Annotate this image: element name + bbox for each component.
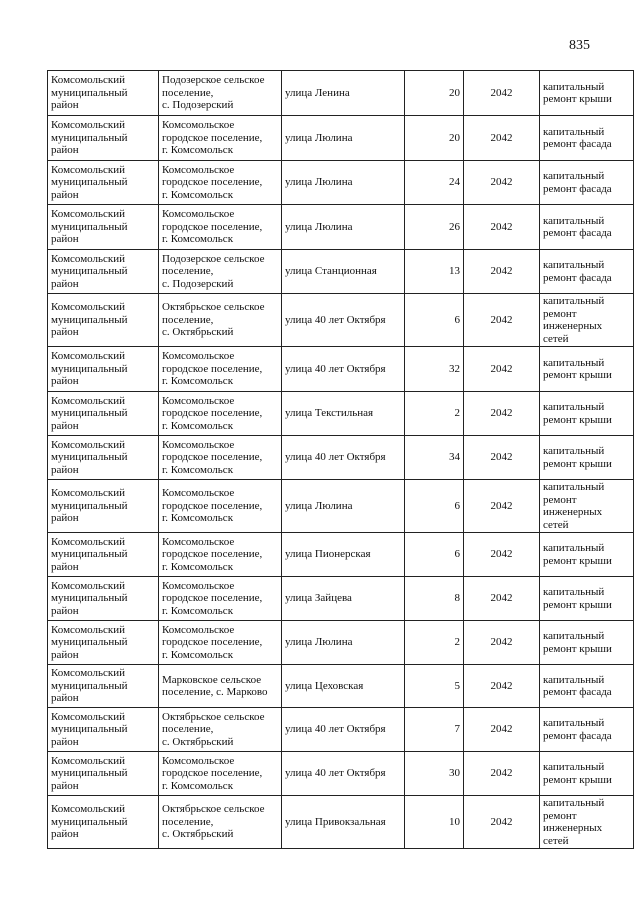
year-cell: 2042 [464,436,540,480]
settlement-cell: Комсомольское городское поселение, г. Комсомольск [159,161,282,205]
work-type-cell: капитальный ремонт фасада [540,161,634,205]
settlement-cell: Комсомольское городское поселение, г. Комсомольск [159,116,282,161]
year-cell: 2042 [464,480,540,533]
settlement-cell: Комсомольское городское поселение, г. Комсомольск [159,205,282,250]
page-number: 835 [569,38,590,53]
street-cell: улица Люлина [282,161,405,205]
table-row [48,71,634,116]
table-row [48,436,634,480]
settlement-cell: Комсомольское городское поселение, г. Комсомольск [159,752,282,796]
house-number-cell: 24 [405,161,464,205]
table-row [48,621,634,665]
settlement-cell: Комсомольское городское поселение, г. Комсомольск [159,577,282,621]
work-type-cell: капитальный ремонт крыши [540,392,634,436]
street-cell: улица 40 лет Октября [282,752,405,796]
settlement-cell: Комсомольское городское поселение, г. Комсомольск [159,480,282,533]
work-type-cell: капитальный ремонт фасада [540,116,634,161]
settlement-cell: Подозерское сельское поселение, с. Подозерский [159,71,282,116]
street-cell: улица Люлина [282,205,405,250]
year-cell: 2042 [464,116,540,161]
house-number-cell: 30 [405,752,464,796]
year-cell: 2042 [464,347,540,392]
house-number-cell: 34 [405,436,464,480]
year-cell: 2042 [464,250,540,294]
work-type-cell: капитальный ремонт фасада [540,250,634,294]
table-row [48,577,634,621]
work-type-cell: капитальный ремонт крыши [540,71,634,116]
year-cell: 2042 [464,161,540,205]
street-cell: улица Люлина [282,480,405,533]
table-row [48,294,634,347]
street-cell: улица Люлина [282,621,405,665]
table-row [48,665,634,708]
year-cell: 2042 [464,71,540,116]
district-cell: Комсомольский муниципальный район [48,71,159,116]
work-type-cell: капитальный ремонт инженерных сетей [540,796,634,849]
table-row [48,250,634,294]
settlement-cell: Комсомольское городское поселение, г. Комсомольск [159,533,282,577]
street-cell: улица Привокзальная [282,796,405,849]
district-cell: Комсомольский муниципальный район [48,161,159,205]
work-type-cell: капитальный ремонт фасада [540,708,634,752]
table-body [48,71,634,849]
district-cell: Комсомольский муниципальный район [48,752,159,796]
settlement-cell: Октябрьское сельское поселение, с. Октябрьский [159,796,282,849]
district-cell: Комсомольский муниципальный район [48,436,159,480]
district-cell: Комсомольский муниципальный район [48,294,159,347]
house-number-cell: 6 [405,294,464,347]
house-number-cell: 32 [405,347,464,392]
settlement-cell: Комсомольское городское поселение, г. Комсомольск [159,436,282,480]
table-row [48,205,634,250]
house-number-cell: 6 [405,533,464,577]
street-cell: улица Станционная [282,250,405,294]
settlement-cell: Подозерское сельское поселение, с. Подозерский [159,250,282,294]
house-number-cell: 2 [405,621,464,665]
street-cell: улица Люлина [282,116,405,161]
work-type-cell: капитальный ремонт инженерных сетей [540,480,634,533]
year-cell: 2042 [464,665,540,708]
street-cell: улица 40 лет Октября [282,347,405,392]
district-cell: Комсомольский муниципальный район [48,480,159,533]
house-number-cell: 6 [405,480,464,533]
year-cell: 2042 [464,294,540,347]
year-cell: 2042 [464,533,540,577]
work-type-cell: капитальный ремонт крыши [540,577,634,621]
repair-schedule-table [47,70,634,849]
work-type-cell: капитальный ремонт инженерных сетей [540,294,634,347]
work-type-cell: капитальный ремонт крыши [540,347,634,392]
settlement-cell: Октябрьское сельское поселение, с. Октябрьский [159,708,282,752]
year-cell: 2042 [464,708,540,752]
street-cell: улица Пионерская [282,533,405,577]
house-number-cell: 20 [405,116,464,161]
district-cell: Комсомольский муниципальный район [48,250,159,294]
street-cell: улица 40 лет Октября [282,294,405,347]
work-type-cell: капитальный ремонт крыши [540,533,634,577]
year-cell: 2042 [464,621,540,665]
house-number-cell: 8 [405,577,464,621]
street-cell: улица Ленина [282,71,405,116]
table-row [48,480,634,533]
district-cell: Комсомольский муниципальный район [48,665,159,708]
year-cell: 2042 [464,205,540,250]
year-cell: 2042 [464,577,540,621]
work-type-cell: капитальный ремонт крыши [540,752,634,796]
street-cell: улица 40 лет Октября [282,436,405,480]
settlement-cell: Комсомольское городское поселение, г. Комсомольск [159,392,282,436]
table-row [48,533,634,577]
district-cell: Комсомольский муниципальный район [48,796,159,849]
district-cell: Комсомольский муниципальный район [48,708,159,752]
house-number-cell: 7 [405,708,464,752]
house-number-cell: 2 [405,392,464,436]
district-cell: Комсомольский муниципальный район [48,347,159,392]
settlement-cell: Марковское сельское поселение, с. Марково [159,665,282,708]
settlement-cell: Комсомольское городское поселение, г. Комсомольск [159,347,282,392]
table-row [48,161,634,205]
district-cell: Комсомольский муниципальный район [48,116,159,161]
street-cell: улица Цеховская [282,665,405,708]
district-cell: Комсомольский муниципальный район [48,621,159,665]
house-number-cell: 13 [405,250,464,294]
table-row [48,752,634,796]
work-type-cell: капитальный ремонт фасада [540,665,634,708]
table-row [48,116,634,161]
house-number-cell: 5 [405,665,464,708]
house-number-cell: 26 [405,205,464,250]
house-number-cell: 10 [405,796,464,849]
district-cell: Комсомольский муниципальный район [48,392,159,436]
work-type-cell: капитальный ремонт фасада [540,205,634,250]
table-row [48,347,634,392]
table-row [48,796,634,849]
year-cell: 2042 [464,392,540,436]
settlement-cell: Комсомольское городское поселение, г. Комсомольск [159,621,282,665]
district-cell: Комсомольский муниципальный район [48,205,159,250]
district-cell: Комсомольский муниципальный район [48,533,159,577]
street-cell: улица Зайцева [282,577,405,621]
year-cell: 2042 [464,752,540,796]
table-row [48,392,634,436]
street-cell: улица 40 лет Октября [282,708,405,752]
work-type-cell: капитальный ремонт крыши [540,436,634,480]
year-cell: 2042 [464,796,540,849]
work-type-cell: капитальный ремонт крыши [540,621,634,665]
street-cell: улица Текстильная [282,392,405,436]
table-row [48,708,634,752]
settlement-cell: Октябрьское сельское поселение, с. Октябрьский [159,294,282,347]
house-number-cell: 20 [405,71,464,116]
district-cell: Комсомольский муниципальный район [48,577,159,621]
